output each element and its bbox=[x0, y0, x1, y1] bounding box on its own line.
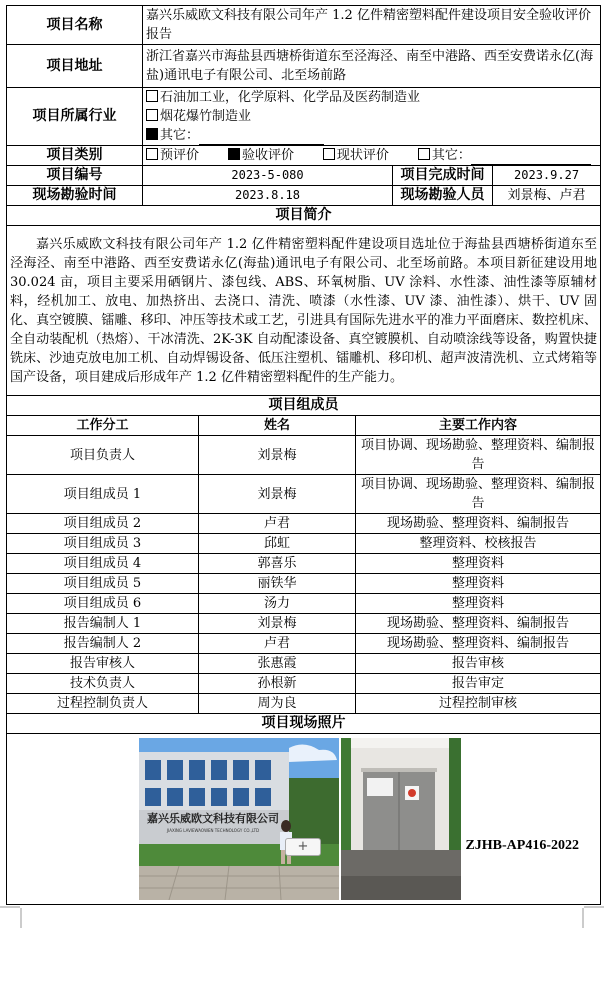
member-role: 项目组成员 1 bbox=[7, 475, 199, 514]
member-role: 项目组成员 3 bbox=[7, 534, 199, 554]
checkbox-filled-icon bbox=[228, 148, 240, 160]
member-name: 刘景梅 bbox=[199, 614, 356, 634]
category-label: 项目类别 bbox=[7, 146, 143, 166]
document-code: ZJHB-AP416-2022 bbox=[465, 838, 579, 853]
member-work: 整理资料 bbox=[356, 594, 601, 614]
member-work: 整理资料 bbox=[356, 554, 601, 574]
member-work: 报告审定 bbox=[356, 674, 601, 694]
members-col-role: 工作分工 bbox=[7, 416, 199, 436]
member-work: 现场勘验、整理资料、编制报告 bbox=[356, 514, 601, 534]
member-name: 卢君 bbox=[199, 634, 356, 654]
category-option-4[interactable]: 其它： bbox=[418, 148, 591, 163]
member-name: 刘景梅 bbox=[199, 475, 356, 514]
member-role: 报告审核人 bbox=[7, 654, 199, 674]
checkbox-empty-icon bbox=[146, 109, 158, 121]
member-role: 项目组成员 6 bbox=[7, 594, 199, 614]
photos-cell bbox=[7, 734, 601, 905]
checkbox-empty-icon bbox=[146, 90, 158, 102]
member-work: 现场勘验、整理资料、编制报告 bbox=[356, 614, 601, 634]
member-work: 整理资料 bbox=[356, 574, 601, 594]
industry-option-3[interactable]: 其它： bbox=[146, 126, 597, 145]
member-work: 项目协调、现场勘验、整理资料、编制报告 bbox=[356, 436, 601, 475]
member-name: 周为良 bbox=[199, 694, 356, 714]
intro-text: 嘉兴乐威欧文科技有限公司年产 1.2 亿件精密塑料配件建设项目选址位于海盐县西塘桥街道东至泾海泾、南至中港路、西至安费诺永亿(海盐)通讯电子有限公司、北至场前路。本项目新征建设用地 30.024 亩，项目主要采用硒钢片、漆包线、ABS、环氧树脂、UV 涂料、水性漆、油性漆等原辅材料，经机加工、放电、加热挤出、去浇口、清洗、喷漆（水性漆、UV 漆、油性漆）、烘干、UV 固化、真空镀膜、镭雕、移印、冲压等技术或工艺，引进具有国际先进水平的准力平面磨床、数控机床、全自动装配机（热熔）、干冰清洗、2K-3K 自动配漆设备、真空镀膜机、自动喷涂线等设备，购置快捷铣床、沙迪克放电加工机、自动焊锡设备、低压注塑机、镭雕机、移印机、超声波清洗机、立式烤箱等国产设备，项目建成后形成年产 1.2 亿件精密塑料配件的生产能力。 bbox=[7, 226, 601, 396]
member-row bbox=[7, 614, 601, 634]
crop-mark-icon bbox=[0, 906, 22, 928]
complete-time-label: 项目完成时间 bbox=[393, 166, 493, 186]
member-name: 孙根新 bbox=[199, 674, 356, 694]
add-row-button[interactable]: + bbox=[285, 838, 321, 856]
project-address: 浙江省嘉兴市海盐县西塘桥街道东至泾海泾、南至中港路、西至安费诺永亿(海盐)通讯电子有限公司、北至场前路 bbox=[143, 45, 601, 88]
checkbox-empty-icon bbox=[146, 148, 158, 160]
checkbox-empty-icon bbox=[323, 148, 335, 160]
member-name: 卢君 bbox=[199, 514, 356, 534]
project-info-table bbox=[6, 5, 601, 905]
member-role: 技术负责人 bbox=[7, 674, 199, 694]
members-col-name: 姓名 bbox=[199, 416, 356, 436]
member-role: 报告编制人 1 bbox=[7, 614, 199, 634]
project-name: 嘉兴乐威欧文科技有限公司年产 1.2 亿件精密塑料配件建设项目安全验收评价报告 bbox=[143, 6, 601, 45]
survey-people-label: 现场勘验人员 bbox=[393, 186, 493, 206]
member-row bbox=[7, 534, 601, 554]
member-row bbox=[7, 574, 601, 594]
member-name: 郭喜乐 bbox=[199, 554, 356, 574]
checkbox-empty-icon bbox=[418, 148, 430, 160]
survey-time-label: 现场勘验时间 bbox=[7, 186, 143, 206]
checkbox-filled-icon bbox=[146, 128, 158, 140]
project-name-label: 项目名称 bbox=[7, 6, 143, 45]
member-name: 邱虹 bbox=[199, 534, 356, 554]
member-row bbox=[7, 694, 601, 714]
member-work: 报告审核 bbox=[356, 654, 601, 674]
member-role: 项目组成员 4 bbox=[7, 554, 199, 574]
members-col-work: 主要工作内容 bbox=[356, 416, 601, 436]
industry-option-1[interactable]: 石油加工业，化学原料、化学品及医药制造业 bbox=[146, 88, 597, 107]
member-row bbox=[7, 514, 601, 534]
member-role: 项目组成员 2 bbox=[7, 514, 199, 534]
member-name: 汤力 bbox=[199, 594, 356, 614]
photos-heading: 项目现场照片 bbox=[7, 714, 601, 734]
industry-label: 项目所属行业 bbox=[7, 88, 143, 146]
members-body bbox=[7, 436, 601, 714]
blank-underline bbox=[199, 130, 324, 145]
member-role: 项目负责人 bbox=[7, 436, 199, 475]
member-role: 项目组成员 5 bbox=[7, 574, 199, 594]
member-row bbox=[7, 436, 601, 475]
crop-mark-icon bbox=[582, 906, 604, 928]
project-number-label: 项目编号 bbox=[7, 166, 143, 186]
member-row bbox=[7, 674, 601, 694]
site-photo-gate bbox=[341, 738, 461, 900]
category-option-2[interactable]: 验收评价 bbox=[228, 148, 294, 163]
member-row bbox=[7, 475, 601, 514]
industry-option-2[interactable]: 烟花爆竹制造业 bbox=[146, 107, 597, 126]
category-options bbox=[143, 146, 601, 166]
member-name: 丽铁华 bbox=[199, 574, 356, 594]
member-work: 整理资料、校核报告 bbox=[356, 534, 601, 554]
member-role: 报告编制人 2 bbox=[7, 634, 199, 654]
category-option-3[interactable]: 现状评价 bbox=[323, 148, 389, 163]
member-name: 张惠霞 bbox=[199, 654, 356, 674]
industry-options bbox=[143, 88, 601, 146]
project-address-label: 项目地址 bbox=[7, 45, 143, 88]
member-role: 过程控制负责人 bbox=[7, 694, 199, 714]
member-row bbox=[7, 634, 601, 654]
survey-people: 刘景梅、卢君 bbox=[493, 186, 601, 206]
blank-underline bbox=[471, 150, 591, 165]
members-heading: 项目组成员 bbox=[7, 396, 601, 416]
category-option-1[interactable]: 预评价 bbox=[146, 148, 199, 163]
member-row bbox=[7, 594, 601, 614]
member-work: 现场勘验、整理资料、编制报告 bbox=[356, 634, 601, 654]
member-work: 过程控制审核 bbox=[356, 694, 601, 714]
project-info-sheet bbox=[6, 5, 600, 905]
complete-time: 2023.9.27 bbox=[493, 166, 601, 186]
member-work: 项目协调、现场勘验、整理资料、编制报告 bbox=[356, 475, 601, 514]
sign-text: 嘉兴乐威欧文科技有限公司 bbox=[147, 812, 279, 825]
site-photo-building bbox=[139, 738, 339, 900]
member-name: 刘景梅 bbox=[199, 436, 356, 475]
member-row bbox=[7, 554, 601, 574]
survey-time: 2023.8.18 bbox=[143, 186, 393, 206]
project-number: 2023-5-080 bbox=[143, 166, 393, 186]
sign-sub-text: JIAXING LAVIEWAOWEN TECHNOLOGY CO.,LTD bbox=[166, 828, 260, 833]
intro-heading: 项目简介 bbox=[7, 206, 601, 226]
member-row bbox=[7, 654, 601, 674]
